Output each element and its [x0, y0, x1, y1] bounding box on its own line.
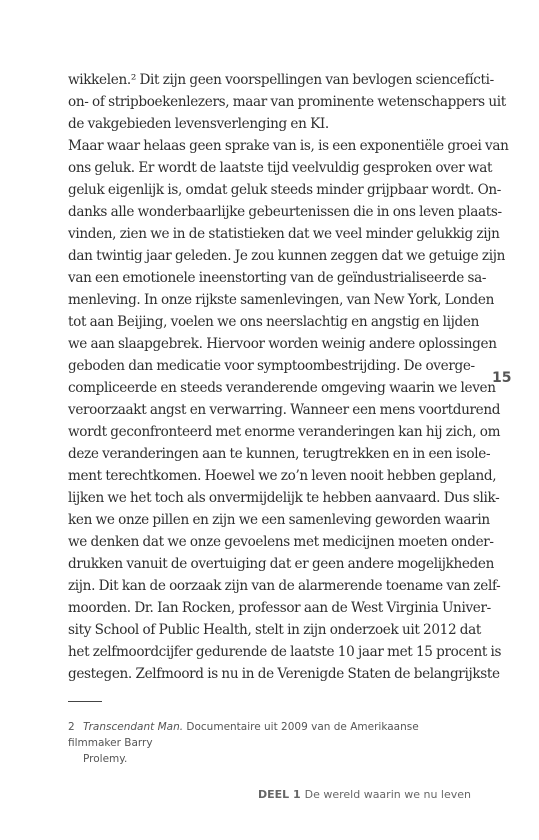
footnote: [68, 719, 468, 767]
body-line: deze veranderingen aan te kunnen, terugtrekken en in een isole-: [68, 446, 491, 462]
body-line: ons geluk. Er wordt de laatste tijd veelvuldig gesproken over wat: [68, 160, 493, 176]
body-line: lijken we het toch als onvermijdelijk te hebben aanvaard. Dus slik-: [68, 490, 500, 506]
body-line: we denken dat we onze gevoelens met medicijnen moeten onder-: [68, 534, 494, 550]
body-line: drukken vanuit de overtuiging dat er geen andere mogelijkheden: [68, 556, 495, 572]
body-line: gestegen. Zelfmoord is nu in de Verenigde Staten de belangrijkste: [68, 666, 500, 682]
body-line: geboden dan medicatie voor symptoombestrijding. De overge-: [68, 358, 475, 374]
body-line: van een emotionele ineenstorting van de geïndustrialiseerde sa-: [68, 270, 487, 286]
body-line: menleving. In onze rijkste samenlevingen, van New York, Londen: [68, 292, 494, 308]
body-text: [68, 69, 509, 685]
running-footer: [258, 788, 471, 801]
body-line: compliceerde en steeds veranderende omgeving waarin we leven: [68, 380, 496, 396]
body-line: ken we onze pillen en zijn we een samenleving geworden waarin: [68, 512, 490, 528]
footnote-text-continued: Prolemy.: [83, 753, 128, 765]
footnote-text: Documentaire uit 2009 van de Amerikaanse filmmaker Barry: [68, 721, 419, 749]
body-line: sity School of Public Health, stelt in zijn onderzoek uit 2012 dat: [68, 622, 482, 638]
footnote-line: [68, 719, 468, 751]
body-line: dan twintig jaar geleden. Je zou kunnen zeggen dat we getuige zijn: [68, 248, 505, 264]
body-line: vinden, zien we in de statistieken dat we veel minder gelukkig zijn: [68, 226, 500, 242]
body-line: Maar waar helaas geen sprake van is, is een exponentiële groei van: [68, 138, 509, 154]
body-line: on- of stripboekenlezers, maar van prominente wetenschappers uit: [68, 94, 506, 110]
footnote-rule: [68, 701, 102, 702]
body-line: ment terechtkomen. Hoewel we zo’n leven nooit hebben gepland,: [68, 468, 497, 484]
page-number: 15: [492, 370, 512, 386]
body-line: het zelfmoordcijfer gedurende de laatste 10 jaar met 15 procent is: [68, 644, 502, 660]
body-line: danks alle wonderbaarlijke gebeurtenissen die in ons leven plaats-: [68, 204, 502, 220]
body-line: zijn. Dit kan de oorzaak zijn van de alarmerende toename van zelf-: [68, 578, 501, 594]
body-line: moorden. Dr. Ian Rocken, professor aan de West Virginia Univer-: [68, 600, 491, 616]
footnote-title: Transcendant Man.: [83, 721, 184, 733]
body-line: we aan slaapgebrek. Hiervoor worden weinig andere oplossingen: [68, 336, 497, 352]
body-line: wordt geconfronteerd met enorme veranderingen kan hij zich, om: [68, 424, 501, 440]
running-footer-title: De wereld waarin we nu leven: [304, 788, 471, 801]
running-footer-part: DEEL 1: [257, 788, 301, 801]
body-line: wikkelen.² Dit zijn geen voorspellingen van bevlogen sciencefícti-: [68, 72, 494, 88]
body-line: tot aan Beijing, voelen we ons neerslachtig en angstig en lijden: [68, 314, 479, 330]
body-line: geluk eigenlijk is, omdat geluk steeds minder grijpbaar wordt. On-: [68, 182, 502, 198]
footnote-number: 2: [68, 721, 75, 733]
body-line: de vakgebieden levensverlenging en KI.: [68, 116, 329, 132]
body-line: veroorzaakt angst en verwarring. Wanneer een mens voortdurend: [68, 402, 501, 418]
